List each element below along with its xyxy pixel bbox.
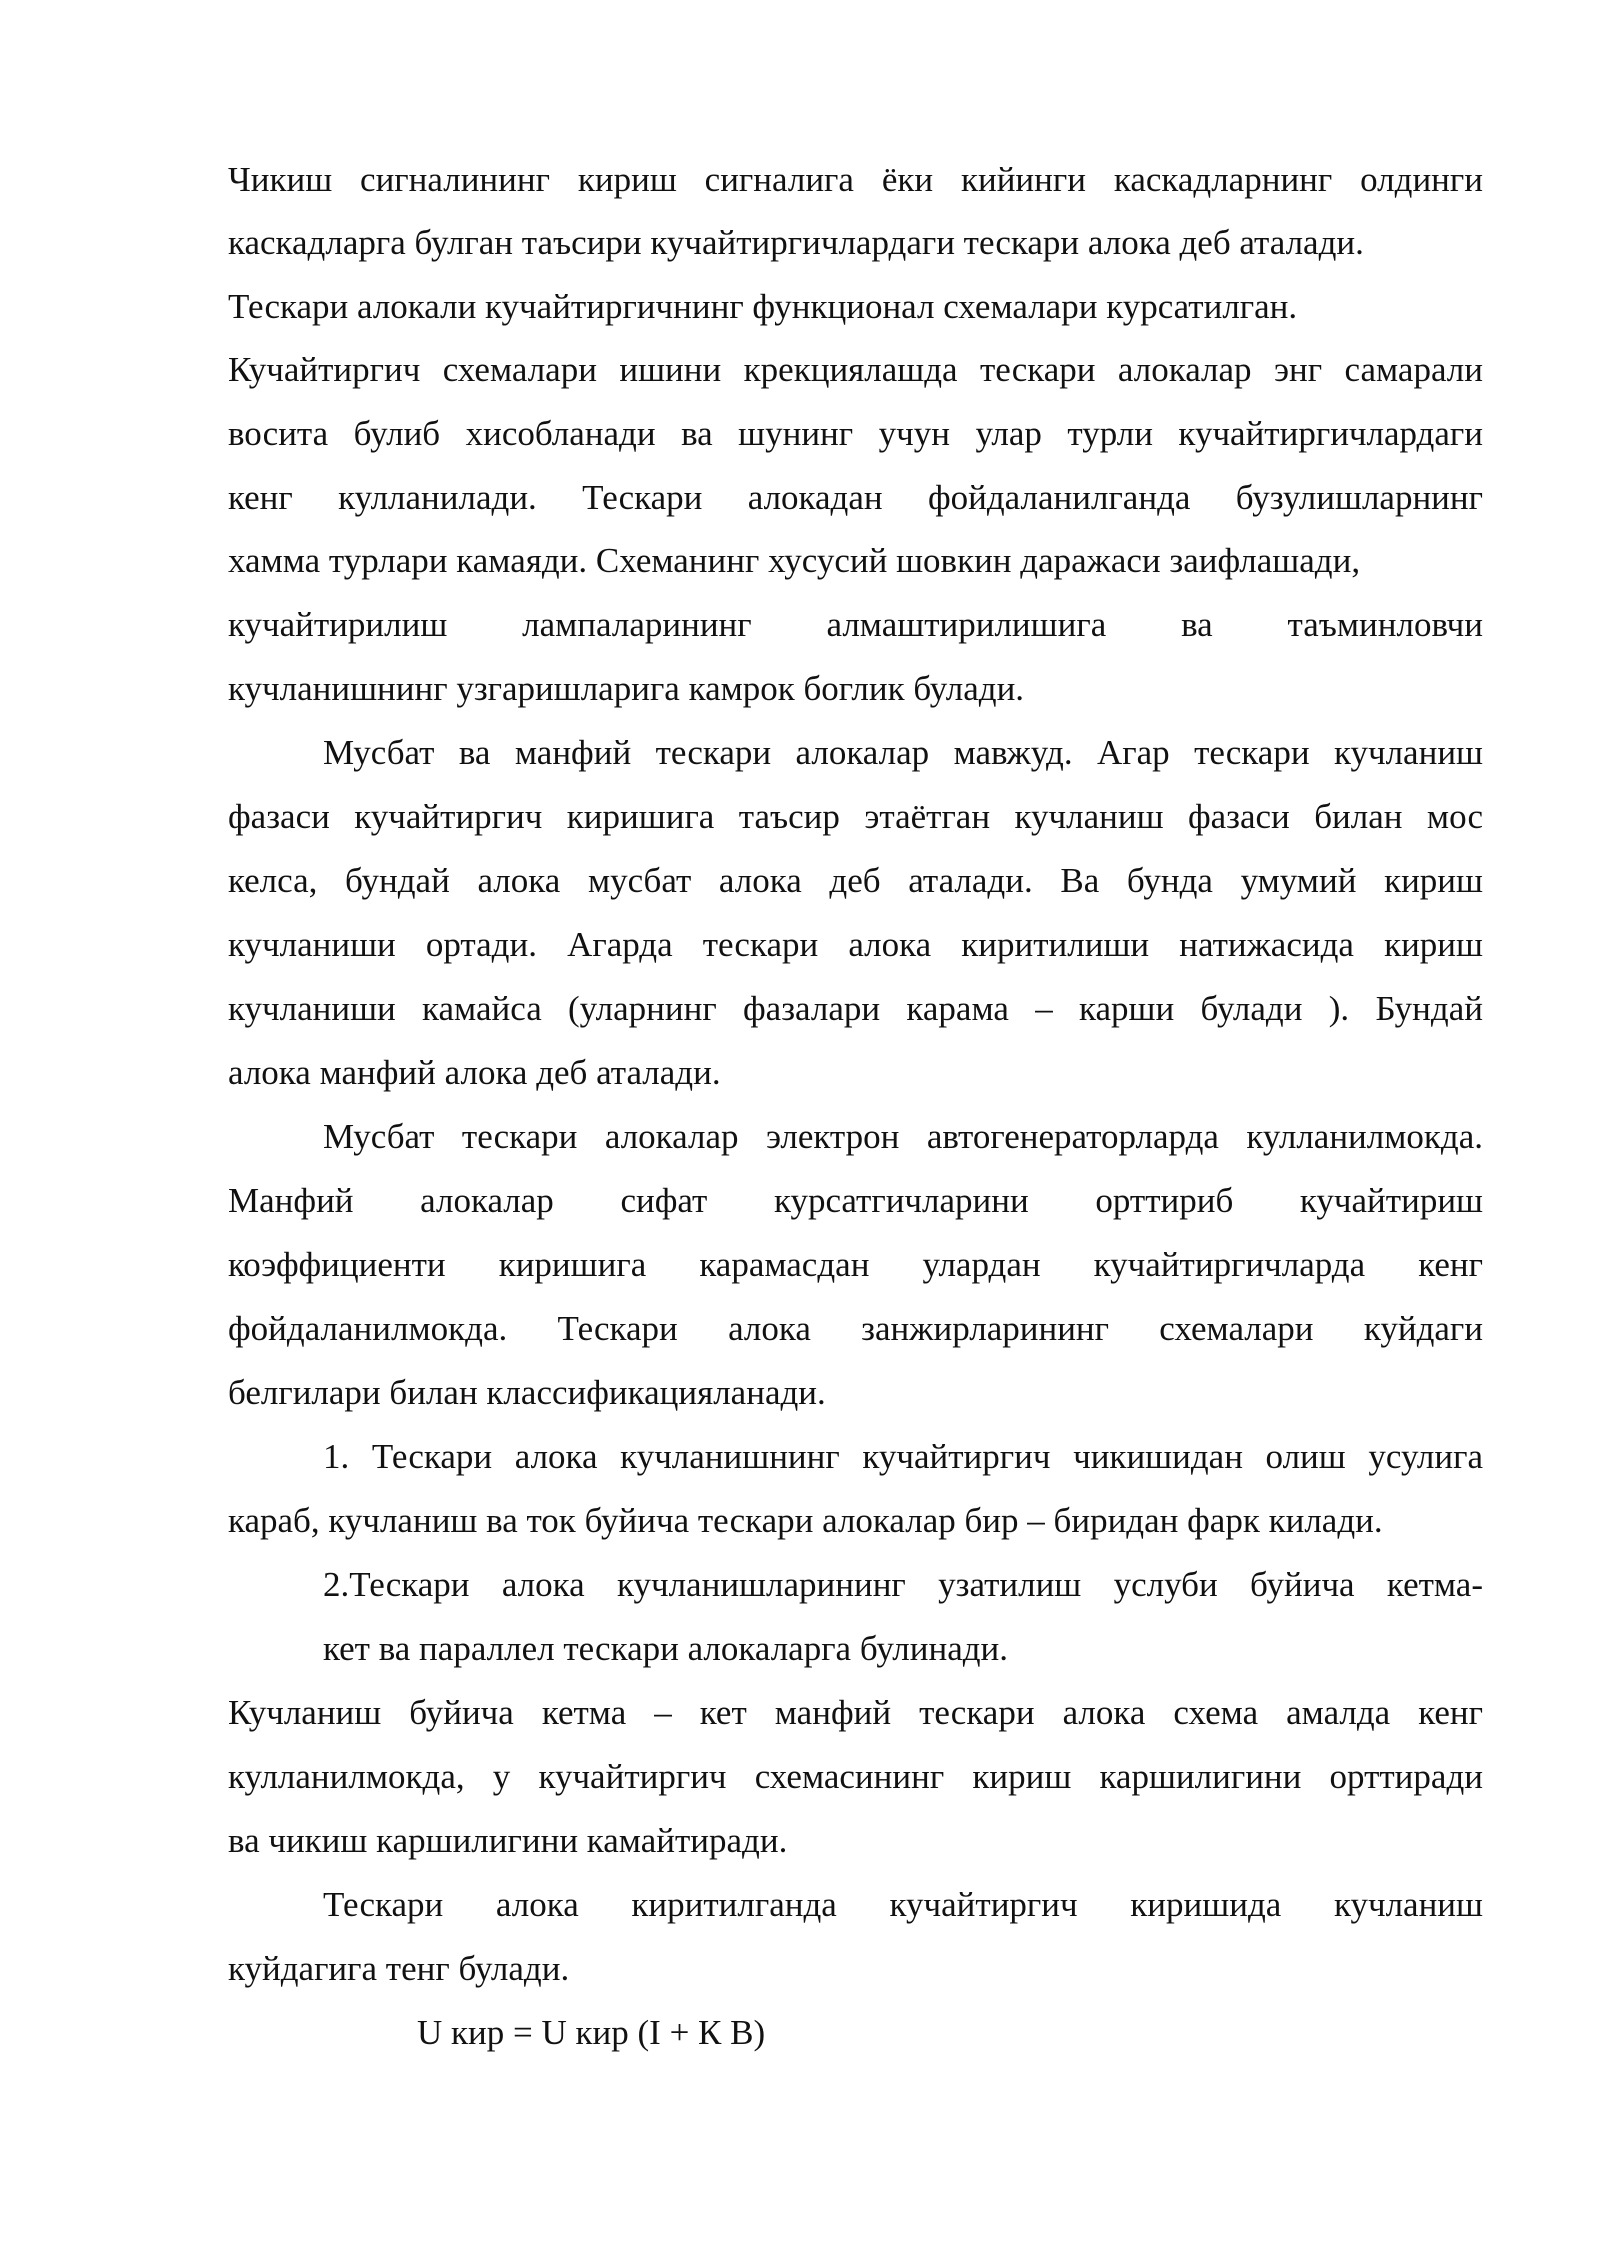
text-line: восита булиб хисобланади ва шунинг учун улар турли кучайтиргичлардаги xyxy=(228,414,1483,453)
text-line: коэффициенти киришига карамасдан улардан кучайтиргичларда кенг xyxy=(228,1245,1483,1284)
text-line: Кучланиш буйича кетма – кет манфий тескари алока схема амалда кенг xyxy=(228,1693,1483,1732)
text-line: Тескари алока киритилганда кучайтиргич киришида кучланиш xyxy=(323,1885,1483,1924)
text-line: Мусбат тескари алокалар электрон автогенераторларда кулланилмокда. xyxy=(323,1117,1483,1156)
text-line: хамма турлари камаяди. Схеманинг хусусий шовкин даражаси заифлашади, xyxy=(228,541,1361,580)
text-line: кулланилмокда, у кучайтиргич схемасининг кириш каршилигини орттиради xyxy=(228,1757,1483,1796)
text-line: кенг кулланилади. Тескари алокадан фойдаланилганда бузулишларнинг xyxy=(228,478,1483,517)
text-line: 1. Тескари алока кучланишнинг кучайтиргич чикишидан олиш усулига xyxy=(323,1437,1483,1476)
text-line: Манфий алокалар сифат курсатгичларини орттириб кучайтириш xyxy=(228,1181,1483,1220)
text-line: Кучайтиргич схемалари ишини крекциялашда тескари алокалар энг самарали xyxy=(228,350,1483,389)
text-line: фазаси кучайтиргич киришига таъсир этаётган кучланиш фазаси билан мос xyxy=(228,797,1483,836)
text-line: алока манфий алока деб аталади. xyxy=(228,1053,721,1092)
text-line: келса, бундай алока мусбат алока деб аталади. Ва бунда умумий кириш xyxy=(228,861,1483,900)
text-line: ва чикиш каршилигини камайтиради. xyxy=(228,1821,788,1860)
text-line: Тескари алокали кучайтиргичнинг функционал схемалари курсатилган. xyxy=(228,287,1298,326)
text-line: белгилари билан классификацияланади. xyxy=(228,1373,826,1412)
text-line: кучайтирилиш лампаларининг алмаштирилишига ва таъминловчи xyxy=(228,605,1483,644)
text-line: Мусбат ва манфий тескари алокалар мавжуд. Агар тескари кучланиш xyxy=(323,733,1483,772)
formula: U кир = U кир (I + К В) xyxy=(417,2013,766,2052)
text-line: Чикиш сигналининг кириш сигналига ёки кийинги каскадларнинг олдинги xyxy=(228,160,1483,199)
text-line: кучланиши камайса (уларнинг фазалари карама – карши булади ). Бундай xyxy=(228,989,1483,1028)
text-line: кет ва параллел тескари алокаларга булинади. xyxy=(323,1629,1009,1668)
text-line: куйдагига тенг булади. xyxy=(228,1949,570,1988)
text-line: кучланишнинг узгаришларига камрок боглик булади. xyxy=(228,669,1025,708)
text-line: 2.Тескари алока кучланишларининг узатилиш услуби буйича кетма- xyxy=(323,1565,1483,1604)
text-line: караб, кучланиш ва ток буйича тескари алокалар бир – биридан фарк килади. xyxy=(228,1501,1383,1540)
text-line: фойдаланилмокда. Тескари алока занжирларининг схемалари куйдаги xyxy=(228,1309,1483,1348)
text-line: каскадларга булган таъсири кучайтиргичлардаги тескари алока деб аталади. xyxy=(228,223,1364,262)
text-line: кучланиши ортади. Агарда тескари алока киритилиши натижасида кириш xyxy=(228,925,1483,964)
